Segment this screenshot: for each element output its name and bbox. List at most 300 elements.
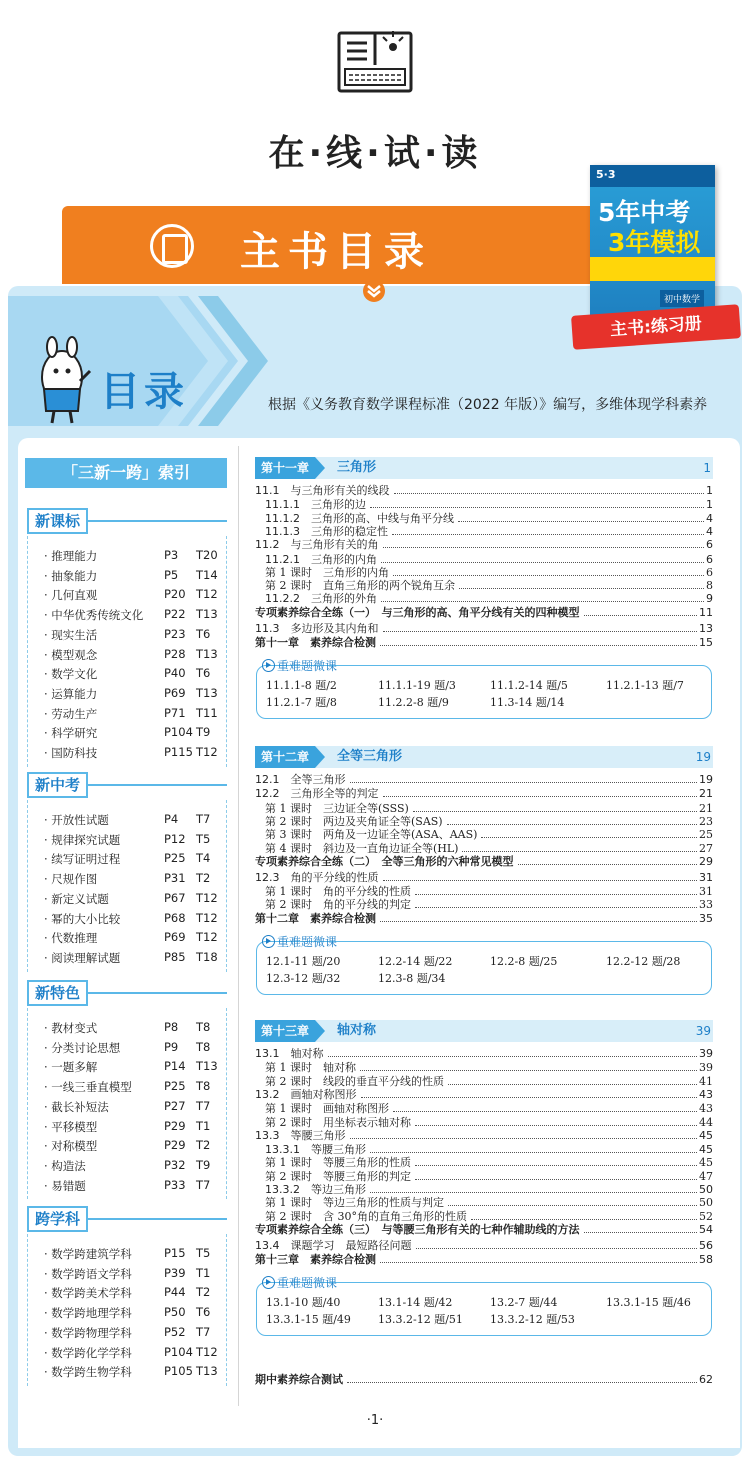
book-logo: 5·3	[596, 168, 616, 181]
chapter-header	[255, 457, 713, 479]
index-item-name: · 中华优秀传统文化	[44, 608, 144, 623]
index-item-question: T1	[196, 1118, 211, 1133]
toc-entry	[255, 1252, 713, 1267]
index-item-name: · 代数推理	[44, 931, 98, 946]
toc-entry	[255, 772, 713, 787]
index-item-question: T12	[196, 890, 218, 905]
weike-item: 13.3.1-15 题/49	[266, 1313, 351, 1327]
weike-item: 11.2.2-8 题/9	[378, 696, 449, 709]
index-item	[44, 911, 224, 927]
leader-dots	[415, 1115, 697, 1126]
chapter-tag: 第十三章	[255, 1020, 315, 1042]
index-item	[44, 706, 224, 722]
index-item-name: · 易错题	[44, 1178, 86, 1193]
index-item-question: T20	[196, 548, 218, 562]
index-item	[44, 587, 224, 603]
index-item	[44, 1158, 224, 1174]
leader-dots	[383, 537, 705, 548]
leader-dots	[415, 1155, 697, 1166]
index-item-question: T13	[196, 1364, 218, 1379]
play-icon	[262, 935, 275, 948]
index-item-name: · 数学跨语文学科	[44, 1266, 132, 1281]
weike-item: 12.2-12 题/28	[606, 954, 681, 968]
toc-entry	[255, 621, 713, 636]
index-item-page: P71	[164, 705, 186, 720]
toc-entry-title: 第 4 课时 斜边及一直角边证全等(HL)	[265, 841, 459, 855]
chapter-header	[255, 746, 713, 768]
leader-dots	[393, 565, 704, 576]
weike-label	[262, 1274, 337, 1291]
toc-entry-page: 8	[706, 579, 713, 593]
toc-entry-title: 12.2 三角形全等的判定	[255, 787, 379, 801]
weike-item: 13.3.2-12 题/53	[490, 1313, 575, 1327]
column-divider	[238, 446, 239, 1406]
leader-dots	[370, 497, 704, 508]
index-item-question: T12	[196, 910, 218, 925]
index-item-page: P5	[164, 567, 179, 582]
toc-entry-page: 35	[699, 911, 713, 925]
index-item-name: · 现实生活	[44, 627, 98, 642]
toc-entry-title: 期中素养综合测试	[255, 1373, 343, 1386]
index-item-question: T5	[196, 1246, 211, 1260]
index-item-question: T13	[196, 607, 218, 622]
toc-entry-title: 第 1 课时 等腰三角形的性质	[265, 1156, 411, 1170]
index-item-name: · 数学跨建筑学科	[44, 1247, 132, 1261]
toc-entry	[255, 1238, 713, 1253]
chapter-tag: 第十一章	[255, 457, 315, 479]
index-item-page: P25	[164, 1079, 186, 1094]
index-item-question: T6	[196, 666, 211, 681]
index-item-question: T8	[196, 1039, 211, 1054]
toc-entry-page: 4	[706, 511, 713, 525]
index-item-name: · 数学文化	[44, 667, 98, 682]
leader-dots	[447, 814, 697, 825]
index-item-name: · 推理能力	[44, 549, 98, 563]
toc-entry-page: 50	[699, 1196, 713, 1210]
index-item-name: · 对称模型	[44, 1139, 98, 1154]
index-item-page: P3	[164, 548, 179, 562]
index-item-question: T7	[196, 1324, 211, 1339]
toc-entry-title: 第 1 课时 等边三角形的性质与判定	[265, 1196, 444, 1210]
toc-entry-title: 第 2 课时 含 30°角的直角三角形的性质	[265, 1209, 467, 1223]
weike-item: 11.1.1-19 题/3	[378, 679, 456, 692]
toc-entry-page: 25	[699, 828, 713, 842]
book-title-line1: 5年中考	[598, 198, 691, 227]
index-item	[44, 1325, 224, 1341]
leader-dots	[380, 635, 697, 646]
leader-dots	[380, 1252, 697, 1263]
index-item-name: · 新定义试题	[44, 891, 109, 906]
banner-title: 主书目录	[240, 229, 432, 275]
toc-entry-title: 11.1.2 三角形的高、中线与角平分线	[265, 511, 454, 525]
index-item-page: P50	[164, 1305, 186, 1320]
index-item-question: T12	[196, 930, 218, 945]
index-item-name: · 平移模型	[44, 1119, 98, 1134]
toc-entry	[255, 1128, 713, 1143]
index-item-question: T7	[196, 1177, 211, 1192]
index-item	[44, 1364, 224, 1380]
chapter-page: 19	[695, 750, 711, 764]
toc-entry-page: 54	[699, 1222, 713, 1236]
index-item-question: T8	[196, 1079, 211, 1094]
toc-entry-title: 第十三章 素养综合检测	[255, 1253, 376, 1267]
index-item-name: · 科学研究	[44, 726, 98, 741]
index-item-page: P12	[164, 831, 186, 846]
chapter-tag: 第十二章	[255, 746, 315, 768]
toc-entry-title: 第 2 课时 线段的垂直平分线的性质	[265, 1074, 444, 1088]
leader-dots	[347, 1372, 697, 1383]
index-item	[44, 1020, 224, 1036]
toc-entry-title: 第 3 课时 两角及一边证全等(ASA、AAS)	[265, 828, 478, 842]
toc-entry-title: 11.1.3 三角形的稳定性	[265, 524, 388, 538]
toc-entry-title: 13.1 轴对称	[255, 1047, 324, 1060]
index-item	[44, 666, 224, 682]
index-item-question: T5	[196, 831, 211, 846]
index-item-page: P8	[164, 1020, 179, 1034]
category-tab: 新课标	[27, 508, 88, 534]
toc-entry-page: 45	[699, 1156, 713, 1170]
weike-label-text: 重难题微课	[277, 1276, 338, 1291]
index-item-name: · 数学跨化学学科	[44, 1345, 132, 1360]
index-item-page: P52	[164, 1324, 186, 1339]
toc-entry-page: 39	[699, 1047, 713, 1060]
toc-entry-page: 43	[699, 1102, 713, 1116]
index-item	[44, 871, 224, 887]
index-item-question: T7	[196, 1098, 211, 1113]
leader-dots	[448, 1074, 697, 1085]
index-item	[44, 1266, 224, 1282]
leader-dots	[471, 1209, 697, 1220]
index-item-question: T13	[196, 646, 218, 661]
index-item	[44, 1079, 224, 1095]
leader-dots	[458, 511, 704, 522]
index-item-page: P69	[164, 685, 186, 700]
toc-entry	[255, 483, 713, 498]
index-item-name: · 幂的大小比较	[44, 911, 121, 926]
toc-title: 目录	[100, 369, 188, 415]
toc-entry-page: 29	[699, 854, 713, 868]
toc-entry-page: 23	[699, 814, 713, 828]
leader-dots	[415, 884, 697, 895]
category-tab: 新特色	[27, 980, 88, 1006]
leader-dots	[370, 1182, 697, 1193]
book-title-line2: 3年模拟	[608, 228, 701, 257]
chapter-name: 三角形	[337, 460, 377, 475]
weike-item: 13.1-10 题/40	[266, 1296, 341, 1310]
weike-label-text: 重难题微课	[277, 934, 338, 949]
weike-item: 13.3.2-12 题/51	[378, 1313, 463, 1327]
index-item-page: P9	[164, 1039, 179, 1054]
book-pointer-icon	[335, 25, 415, 95]
leader-dots	[459, 578, 704, 589]
toc-entry-page: 31	[699, 870, 713, 884]
toc-entry	[255, 911, 713, 926]
toc-entry	[255, 537, 713, 552]
index-item	[44, 1099, 224, 1115]
index-item-name: · 规律探究试题	[44, 832, 121, 847]
toc-entry-title: 12.3 角的平分线的性质	[255, 870, 379, 884]
toc-entry-title: 11.2.2 三角形的外角	[265, 592, 377, 606]
index-item	[44, 1178, 224, 1194]
index-item	[44, 832, 224, 848]
index-item-name: · 数学跨生物学科	[44, 1365, 132, 1380]
weike-item: 11.3-14 题/14	[490, 696, 565, 709]
leader-dots	[448, 1195, 697, 1206]
leader-dots	[350, 772, 698, 783]
index-item-question: T12	[196, 1344, 218, 1359]
index-item-question: T11	[196, 705, 218, 720]
index-item-page: P67	[164, 890, 186, 905]
leader-dots	[393, 1101, 697, 1112]
index-item	[44, 1119, 224, 1135]
toc-entry-page: 62	[699, 1373, 713, 1386]
index-item-name: · 运算能力	[44, 686, 98, 701]
book-cover	[590, 165, 715, 325]
index-item	[44, 851, 224, 867]
weike-label-text: 重难题微课	[277, 659, 338, 673]
toc-entry	[255, 870, 713, 885]
leader-dots	[394, 483, 705, 494]
index-item-page: P29	[164, 1138, 186, 1153]
mascot-icon	[28, 335, 96, 425]
index-item-question: T2	[196, 1285, 211, 1300]
chapter-header	[255, 1020, 713, 1042]
chapter-page: 1	[703, 461, 711, 475]
weike-item: 12.3-8 题/34	[378, 971, 446, 985]
index-item	[44, 568, 224, 584]
toc-entry-page: 45	[699, 1143, 713, 1157]
leader-dots	[584, 605, 698, 616]
index-item-question: T6	[196, 626, 211, 641]
weike-item: 12.2-14 题/22	[378, 954, 453, 968]
toc-entry	[255, 1046, 713, 1061]
index-item-page: P15	[164, 1246, 186, 1260]
index-item	[44, 1345, 224, 1361]
index-item	[44, 686, 224, 702]
toc-entry-title: 专项素养综合全练（三） 与等腰三角形有关的七种作辅助线的方法	[255, 1222, 580, 1236]
category-tab: 新中考	[27, 772, 88, 798]
toc-entry	[255, 1087, 713, 1102]
index-item-page: P32	[164, 1157, 186, 1172]
leader-dots	[370, 1142, 697, 1153]
leader-dots	[381, 591, 704, 602]
index-item-page: P69	[164, 930, 186, 945]
book-subject: 初中数学	[660, 290, 704, 307]
final-test-entry	[255, 1372, 713, 1387]
leader-dots	[415, 1169, 697, 1180]
toc-entry-title: 11.1 与三角形有关的线段	[255, 484, 390, 497]
index-item	[44, 1305, 224, 1321]
index-item-page: P23	[164, 626, 186, 641]
index-item-name: · 一线三垂直模型	[44, 1080, 132, 1095]
index-item	[44, 627, 224, 643]
leader-dots	[415, 897, 697, 908]
index-item	[44, 930, 224, 946]
index-item-page: P105	[164, 1364, 193, 1379]
index-item-question: T18	[196, 949, 218, 964]
toc-entry-title: 11.2.1 三角形的内角	[265, 552, 377, 566]
toc-entry-page: 1	[706, 484, 713, 497]
toc-entry-title: 13.3.2 等边三角形	[265, 1183, 366, 1196]
index-item-name: · 一题多解	[44, 1060, 98, 1075]
toc-entry-page: 9	[706, 592, 713, 606]
index-item-question: T1	[196, 1265, 211, 1280]
toc-entry-title: 第 1 课时 角的平分线的性质	[265, 885, 411, 899]
index-item-question: T13	[196, 685, 218, 700]
leader-dots	[383, 621, 698, 632]
index-item-name: · 模型观念	[44, 647, 98, 662]
index-item	[44, 1059, 224, 1075]
toc-entry-page: 1	[706, 498, 713, 512]
toc-entry-page: 56	[699, 1238, 713, 1252]
toc-entry-page: 31	[699, 885, 713, 899]
toc-entry-title: 第 1 课时 画轴对称图形	[265, 1102, 389, 1116]
index-item-question: T14	[196, 567, 218, 582]
toc-entry-page: 6	[706, 538, 713, 552]
toc-entry-page: 47	[699, 1169, 713, 1183]
book-ribbon: 主书:练习册	[571, 304, 741, 350]
toc-entry-page: 6	[706, 565, 713, 579]
toc-entry-title: 第 2 课时 直角三角形的两个锐角互余	[265, 579, 455, 593]
index-item	[44, 812, 224, 828]
leader-dots	[350, 1128, 698, 1139]
play-icon	[262, 659, 275, 672]
index-item-page: P14	[164, 1059, 186, 1074]
leader-dots	[462, 841, 697, 852]
index-item-name: · 尺规作图	[44, 872, 98, 887]
index-item-question: T13	[196, 1059, 218, 1074]
toc-entry-page: 27	[699, 841, 713, 855]
weike-item: 11.1.2-14 题/5	[490, 679, 568, 692]
weike-item: 13.3.1-15 题/46	[606, 1296, 691, 1310]
toc-entry-title: 专项素养综合全练（二） 全等三角形的六种常见模型	[255, 854, 514, 868]
leader-dots	[481, 827, 697, 838]
index-item-page: P33	[164, 1177, 186, 1192]
index-item-page: P28	[164, 646, 186, 661]
index-item-name: · 分类讨论思想	[44, 1040, 121, 1055]
index-item	[44, 1138, 224, 1154]
toc-entry-page: 21	[699, 801, 713, 815]
index-item-page: P20	[164, 587, 186, 602]
chapter-name: 轴对称	[337, 1023, 377, 1038]
index-item-question: T6	[196, 1305, 211, 1320]
index-item	[44, 1040, 224, 1056]
index-item-page: P4	[164, 812, 179, 826]
weike-item: 11.1.1-8 题/2	[266, 679, 337, 692]
index-item-question: T12	[196, 587, 218, 602]
leader-dots	[383, 870, 698, 881]
index-item-name: · 开放性试题	[44, 813, 109, 827]
index-item	[44, 647, 224, 663]
online-preview-title: 在·线·试·读	[268, 133, 482, 174]
index-item-page: P27	[164, 1098, 186, 1113]
index-item-question: T8	[196, 1020, 211, 1034]
toc-entry	[255, 1222, 713, 1237]
index-item-page: P44	[164, 1285, 186, 1300]
weike-item: 12.1-11 题/20	[266, 954, 341, 968]
toc-entry-title: 13.2 画轴对称图形	[255, 1087, 357, 1101]
toc-entry-title: 第十二章 素养综合检测	[255, 911, 376, 925]
document-icon	[150, 224, 194, 268]
index-item	[44, 1285, 224, 1301]
index-item-name: · 构造法	[44, 1158, 86, 1173]
toc-entry-title: 专项素养综合全练（一） 与三角形的高、角平分线有关的四种模型	[255, 605, 580, 619]
toc-entry-title: 第 2 课时 用坐标表示轴对称	[265, 1115, 411, 1129]
index-item-page: P104	[164, 1344, 193, 1359]
chapter-name: 全等三角形	[337, 749, 403, 764]
index-item	[44, 607, 224, 623]
index-item-name: · 数学跨物理学科	[44, 1325, 132, 1340]
leader-dots	[380, 911, 697, 922]
index-item-question: T9	[196, 1157, 211, 1172]
index-item-name: · 抽象能力	[44, 568, 98, 583]
index-item	[44, 1246, 224, 1262]
index-item-name: · 续写证明过程	[44, 852, 121, 867]
toc-entry-page: 39	[699, 1061, 713, 1075]
toc-entry-title: 11.1.1 三角形的边	[265, 498, 366, 512]
weike-item: 11.2.1-7 题/8	[266, 696, 337, 709]
toc-intro: 根据《义务教育数学课程标准（2022 年版）》编写，多维体现学科素养	[268, 397, 708, 413]
toc-entry-page: 19	[699, 773, 713, 786]
weike-item: 11.2.1-13 题/7	[606, 679, 684, 692]
index-item-page: P22	[164, 607, 186, 622]
index-item-question: T12	[196, 745, 218, 759]
weike-item: 13.1-14 题/42	[378, 1296, 453, 1310]
toc-entry-title: 第 2 课时 等腰三角形的判定	[265, 1169, 411, 1183]
index-item-name: · 截长补短法	[44, 1099, 109, 1114]
index-item-question: T4	[196, 851, 211, 866]
index-item-page: P40	[164, 666, 186, 681]
leader-dots	[413, 801, 697, 812]
toc-entry-page: 45	[699, 1128, 713, 1142]
index-item-name: · 数学跨地理学科	[44, 1306, 132, 1321]
leader-dots	[416, 1238, 698, 1249]
index-item-name: · 劳动生产	[44, 706, 98, 721]
toc-entry-title: 13.3 等腰三角形	[255, 1128, 346, 1142]
index-item-page: P104	[164, 725, 193, 740]
index-item-question: T2	[196, 871, 211, 886]
toc-entry-title: 第 1 课时 三角形的内角	[265, 565, 389, 579]
leader-dots	[361, 1087, 698, 1098]
index-item-page: P85	[164, 949, 186, 964]
index-item-page: P68	[164, 910, 186, 925]
toc-entry-page: 4	[706, 524, 713, 538]
index-item-page: P25	[164, 851, 186, 866]
category-tab: 跨学科	[27, 1206, 88, 1232]
leader-dots	[328, 1046, 698, 1057]
toc-entry-title: 第 2 课时 角的平分线的判定	[265, 898, 411, 912]
toc-entry-title: 11.3 多边形及其内角和	[255, 621, 379, 635]
toc-entry-page: 33	[699, 898, 713, 912]
toc-entry-page: 13	[699, 621, 713, 635]
leader-dots	[381, 552, 704, 563]
index-item-name: · 数学跨美术学科	[44, 1286, 132, 1301]
index-item-name: · 国防科技	[44, 746, 98, 760]
leader-dots	[518, 854, 698, 865]
page-number: ·1·	[366, 1413, 384, 1428]
index-item	[44, 891, 224, 907]
weike-label	[262, 657, 337, 674]
leader-dots	[383, 786, 698, 797]
weike-label	[262, 933, 337, 950]
toc-entry-page: 58	[699, 1253, 713, 1267]
toc-entry	[255, 786, 713, 801]
index-item-name: · 几何直观	[44, 588, 98, 603]
index-item	[44, 745, 224, 761]
toc-entry-page: 43	[699, 1087, 713, 1101]
weike-item: 12.2-8 题/25	[490, 954, 558, 968]
leader-dots	[360, 1060, 697, 1071]
